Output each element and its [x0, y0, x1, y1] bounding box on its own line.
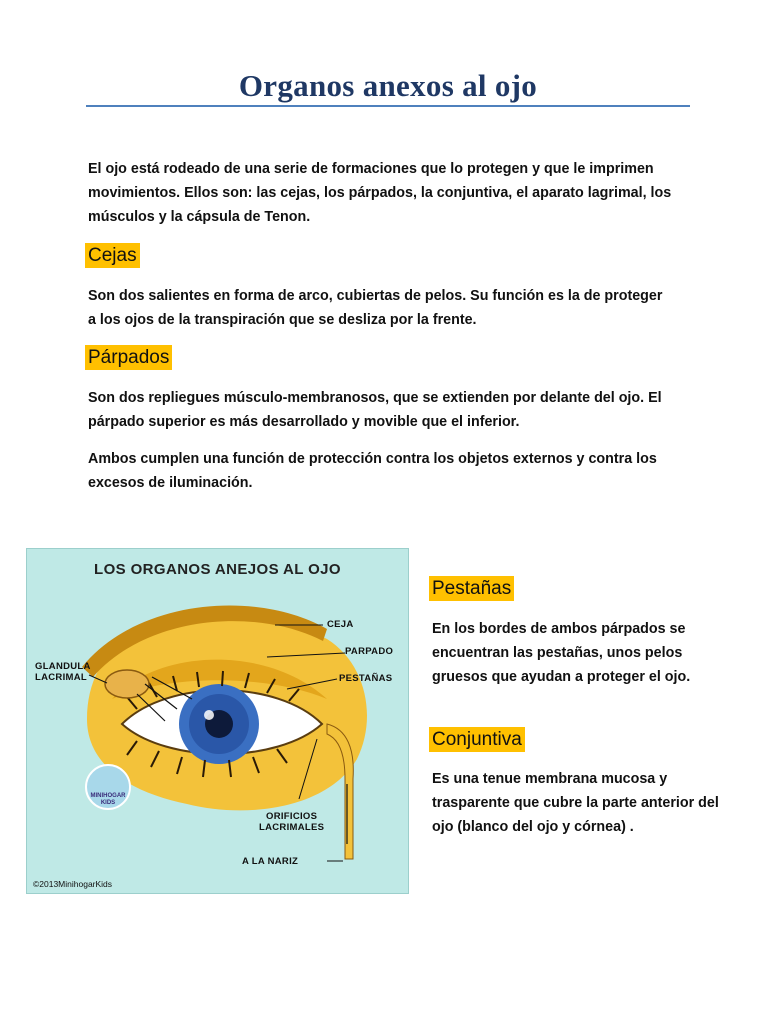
figure-copyright: ©2013MinihogarKids	[33, 879, 113, 889]
heading-pestanas: Pestañas	[429, 576, 514, 601]
heading-parpados: Párpados	[85, 345, 172, 370]
heading-conjuntiva: Conjuntiva	[429, 727, 525, 752]
intro-paragraph: El ojo está rodeado de una serie de formaciones que lo protegen y que le imprimen movimientos. Ellos son: las cejas, los párpados, la conjuntiva, el aparato lagrimal, los músculos y la cápsula de Tenon.	[88, 161, 672, 225]
cejas-paragraph: Son dos salientes en forma de arco, cubiertas de pelos. Su función es la de proteger a los ojos de la transpiración que se desliza por la frente.	[88, 288, 663, 328]
conjuntiva-paragraph: Es una tenue membrana mucosa y trasparente que cubre la parte anterior del ojo (blanco del ojo y córnea) .	[432, 771, 719, 835]
pestanas-paragraph: En los bordes de ambos párpados se encuentran las pestañas, unos pelos gruesos que ayudan a proteger el ojo.	[432, 621, 691, 685]
page-title: Organos anexos al ojo	[238, 68, 538, 103]
eye-drawing	[27, 549, 409, 894]
label-orificios-lacrimales: ORIFICIOS LACRIMALES	[259, 811, 325, 833]
label-glandula-lacrimal: GLANDULA LACRIMAL	[35, 661, 91, 683]
label-a-la-nariz: A LA NARIZ	[242, 856, 299, 867]
heading-cejas: Cejas	[85, 243, 140, 268]
minihogar-logo: MINIHOGAR KIDS	[90, 793, 126, 806]
figure-title: LOS ORGANOS ANEJOS AL OJO	[94, 561, 341, 578]
eye-illustration	[26, 548, 409, 894]
parpados-paragraph-2: Ambos cumplen una función de protección contra los objetos externos y contra los excesos de iluminación.	[88, 451, 657, 491]
parpados-paragraph-1: Son dos repliegues músculo-membranosos, que se extienden por delante del ojo. El párpado superior es más desarrollado y movible que el inferior.	[88, 390, 662, 430]
label-parpado: PARPADO	[345, 646, 394, 657]
label-ceja: CEJA	[327, 619, 354, 630]
title-underline	[86, 105, 690, 107]
label-pestanas: PESTAÑAS	[339, 673, 393, 684]
